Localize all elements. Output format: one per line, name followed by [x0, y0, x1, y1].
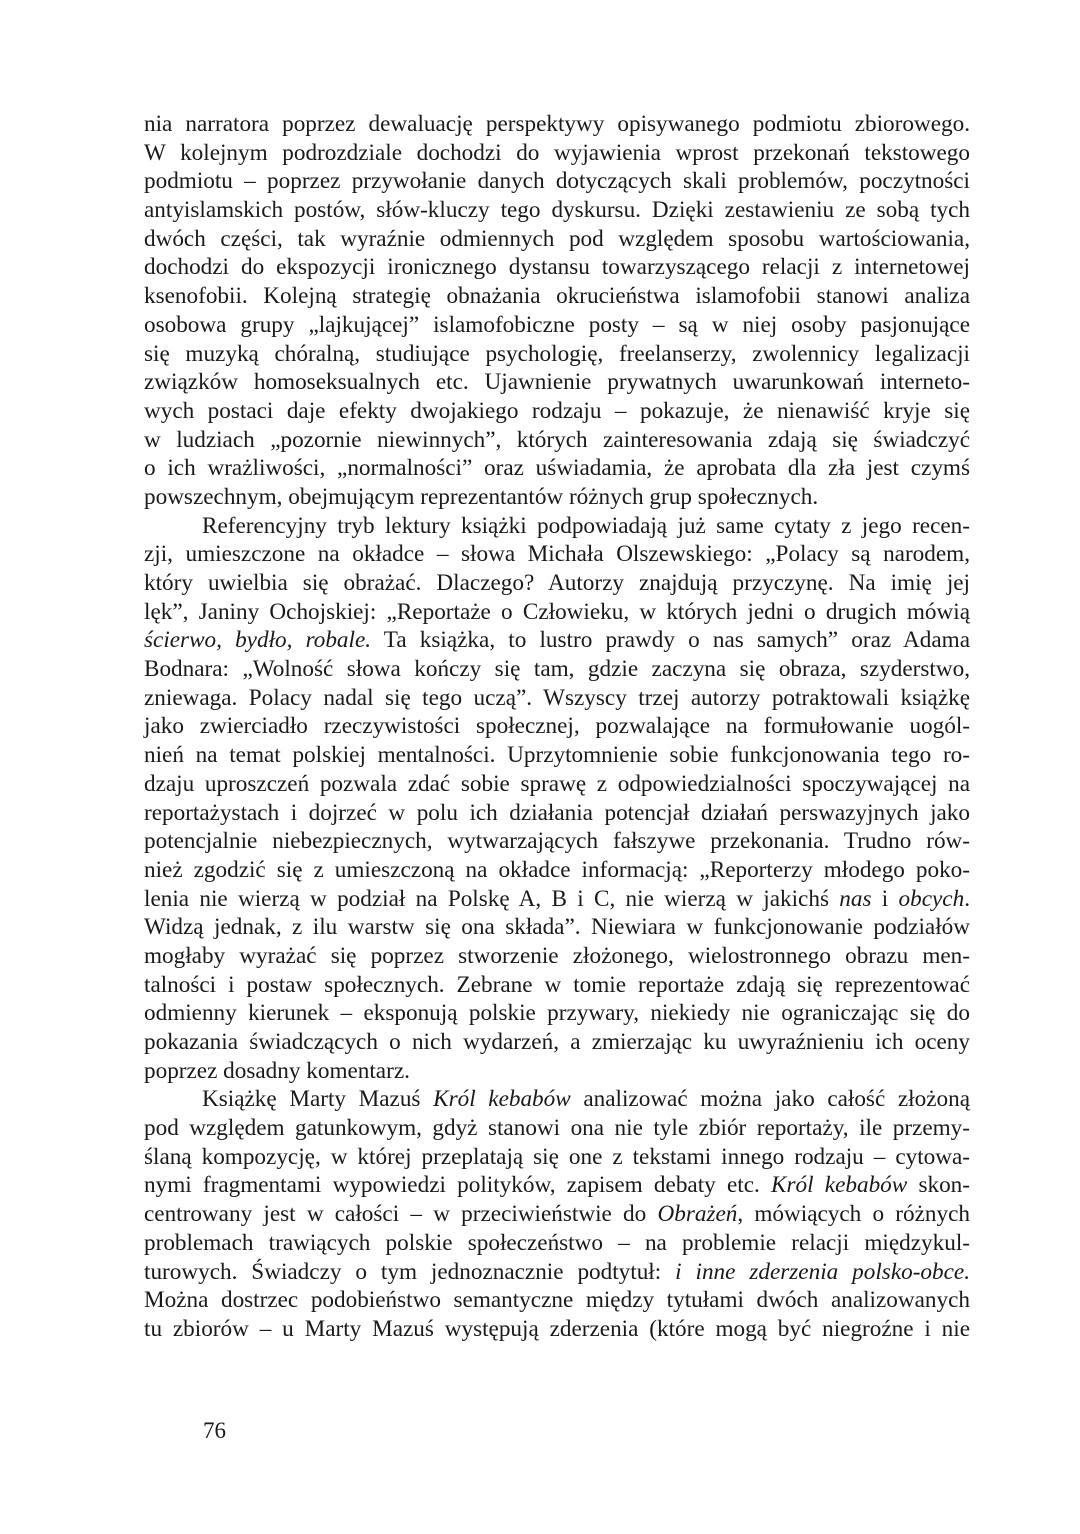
text-line [144, 1171, 970, 1200]
text-line [144, 1114, 970, 1143]
text-line [144, 1286, 970, 1315]
text-segment: Ta książka, to lustro prawdy o nas samych” oraz Adama [371, 627, 970, 654]
text-line [144, 540, 970, 569]
text-segment: nież zgodzić się z umieszczoną na okładce informacją: „Reporterzy młodego poko- [144, 856, 970, 883]
text-line [144, 139, 970, 168]
text-segment: problemach trawiących polskie społeczeństwo – na problemie relacji międzykul- [144, 1229, 970, 1256]
page-number: 76 [203, 1418, 226, 1443]
text-line [144, 684, 970, 713]
text-segment: nymi fragmentami wypowiedzi polityków, zapisem debaty etc. [144, 1172, 772, 1199]
text-line [144, 282, 970, 311]
text-segment: wych postaci daje efekty dwojakiego rodzaju – pokazuje, że nienawiść kryje się [144, 397, 970, 424]
text-segment: ślaną kompozycję, w której przeplatają się one z tekstami innego rodzaju – cytowa- [144, 1143, 970, 1170]
text-segment: odmienny kierunek – eksponują polskie przywary, niekiedy nie ograniczając się do [144, 1000, 970, 1027]
text-line [144, 626, 970, 655]
text-segment: Można dostrzec podobieństwo semantyczne między tytułami dwóch analizowanych [144, 1287, 970, 1314]
text-line [144, 1028, 970, 1057]
paragraph [144, 110, 970, 512]
paragraph [144, 1085, 970, 1343]
italic-text: Obrażeń [657, 1201, 738, 1228]
text-line [144, 253, 970, 282]
text-line [144, 971, 970, 1000]
text-line [144, 454, 970, 483]
text-segment: antyislamskich postów, słów-kluczy tego dyskursu. Dzięki zestawieniu ze sobą tych [144, 197, 970, 224]
text-line [144, 1143, 970, 1172]
text-segment: lęk”, Janiny Ochojskiej: „Reportaże o Człowieku, w których jedni o drugich mówią [144, 598, 970, 625]
text-line [144, 770, 970, 799]
text-segment: dochodzi do ekspozycji ironicznego dystansu towarzyszącego relacji z internetowej [144, 254, 970, 281]
text-segment: się muzyką chóralną, studiujące psychologię, freelanserzy, zwolennicy legalizacji [144, 340, 970, 367]
paragraph [144, 512, 970, 1086]
text-segment: dzaju uproszczeń pozwala zdać sobie sprawę z odpowiedzialności spoczywającej na [144, 770, 970, 797]
text-line [144, 1315, 970, 1344]
italic-text: i inne zderzenia polsko-obce. [675, 1258, 970, 1285]
italic-text: Król kebabów [771, 1172, 908, 1199]
text-line [144, 1200, 970, 1229]
text-line [144, 340, 970, 369]
text-line [144, 196, 970, 225]
text-segment: powszechnym, obejmującym reprezentantów różnych grup społecznych. [144, 483, 819, 510]
text-segment: poprzez dosadny komentarz. [144, 1057, 410, 1084]
text-segment: ksenofobii. Kolejną strategię obnażania okrucieństwa islamofobii stanowi analiza [144, 283, 970, 310]
text-segment: turowych. Świadczy o tym jednoznacznie podtytuł: [144, 1258, 676, 1285]
text-segment: i [871, 885, 899, 912]
text-segment: Książkę Marty Mazuś [202, 1086, 434, 1113]
text-segment: zniewaga. Polacy nadal się tego uczą”. Wszyscy trzej autorzy potraktowali książkę [144, 684, 970, 711]
text-segment: Widzą jednak, z ilu warstw się ona składa”. Niewiara w funkcjonowanie podziałów [144, 914, 970, 941]
text-segment: analizować można jako całość złożoną [570, 1086, 970, 1113]
text-line [144, 712, 970, 741]
text-segment: nia narratora poprzez dewaluację perspektywy opisywanego podmiotu zbiorowego. [144, 111, 970, 137]
italic-text: Król kebabów [433, 1086, 571, 1113]
text-segment: , mówiących o różnych [737, 1201, 970, 1228]
text-line [144, 741, 970, 770]
text-line [144, 1085, 970, 1114]
text-segment: mogłaby wyrażać się poprzez stworzenie złożonego, wielostronnego obrazu men- [144, 942, 970, 969]
text-segment: jako zwierciadło rzeczywistości społecznej, pozwalające na formułowanie uogól- [144, 713, 970, 740]
italic-text: ścierwo, bydło, robale. [144, 627, 372, 654]
text-line [144, 1229, 970, 1258]
text-segment: W kolejnym podrozdziale dochodzi do wyjawienia wprost przekonań tekstowego [144, 139, 970, 166]
text-line [144, 512, 970, 541]
text-segment: Bodnara: „Wolność słowa kończy się tam, gdzie zaczyna się obraza, szyderstwo, [144, 656, 970, 683]
italic-text: obcych [898, 885, 965, 912]
text-segment: o ich wrażliwości, „normalności” oraz uświadamia, że aprobata dla zła jest czymś [144, 455, 970, 482]
text-line [144, 483, 970, 512]
text-segment: nień na temat polskiej mentalności. Uprzytomnienie sobie funkcjonowania tego ro- [144, 742, 970, 769]
text-line [144, 885, 970, 914]
text-segment: talności i postaw społecznych. Zebrane w tomie reportaże zdają się reprezentować [144, 971, 970, 998]
text-line [144, 1057, 970, 1086]
text-line [144, 368, 970, 397]
text-segment: lenia nie wierzą w podział na Polskę A, B i C, nie wierzą w jakichś [144, 885, 840, 912]
text-segment: Referencyjny tryb lektury książki podpowiadają już same cytaty z jego recen- [202, 512, 970, 539]
text-segment: . [964, 885, 970, 912]
text-line [144, 110, 970, 139]
text-segment: który uwielbia się obrażać. Dlaczego? Autorzy znajdują przyczynę. Na imię jej [144, 570, 970, 596]
text-segment: tu zbiorów – u Marty Mazuś występują zderzenia (które mogą być niegroźne i nie [144, 1315, 970, 1342]
text-segment: osobowa grupy „lajkującej” islamofobiczne posty – są w niej osoby pasjonujące [144, 311, 970, 338]
text-line [144, 225, 970, 254]
text-segment: pokazania świadczących o nich wydarzeń, a zmierzając ku uwyraźnieniu ich oceny [144, 1029, 970, 1055]
text-line [144, 569, 970, 598]
text-segment: związków homoseksualnych etc. Ujawnienie prywatnych uwarunkowań interneto- [144, 369, 970, 396]
text-line [144, 1258, 970, 1287]
text-segment: w ludziach „pozornie niewinnych”, których zainteresowania zdają się świadczyć [144, 426, 970, 453]
text-segment: zji, umieszczone na okładce – słowa Michała Olszewskiego: „Polacy są narodem, [144, 541, 970, 568]
text-line [144, 942, 970, 971]
text-line [144, 999, 970, 1028]
text-segment: skon- [907, 1172, 970, 1199]
italic-text: nas [839, 885, 872, 912]
text-line [144, 856, 970, 885]
text-segment: pod względem gatunkowym, gdyż stanowi ona nie tyle zbiór reportaży, ile przemy- [144, 1115, 970, 1142]
text-segment: potencjalnie niebezpiecznych, wytwarzających fałszywe przekonania. Trudno rów- [144, 828, 970, 855]
text-segment: reportażystach i dojrzeć w polu ich działania potencjał działań perswazyjnych jako [144, 799, 970, 826]
text-segment: dwóch części, tak wyraźnie odmiennych pod względem sposobu wartościowania, [144, 225, 970, 252]
page-body [144, 110, 970, 1344]
text-segment: centrowany jest w całości – w przeciwieństwie do [144, 1201, 658, 1228]
text-line [144, 397, 970, 426]
text-line [144, 655, 970, 684]
text-line [144, 799, 970, 828]
text-line [144, 426, 970, 455]
text-segment: podmiotu – poprzez przywołanie danych dotyczących skali problemów, poczytności [144, 168, 970, 195]
text-line [144, 311, 970, 340]
text-line [144, 167, 970, 196]
text-line [144, 827, 970, 856]
text-line [144, 598, 970, 627]
text-line [144, 913, 970, 942]
